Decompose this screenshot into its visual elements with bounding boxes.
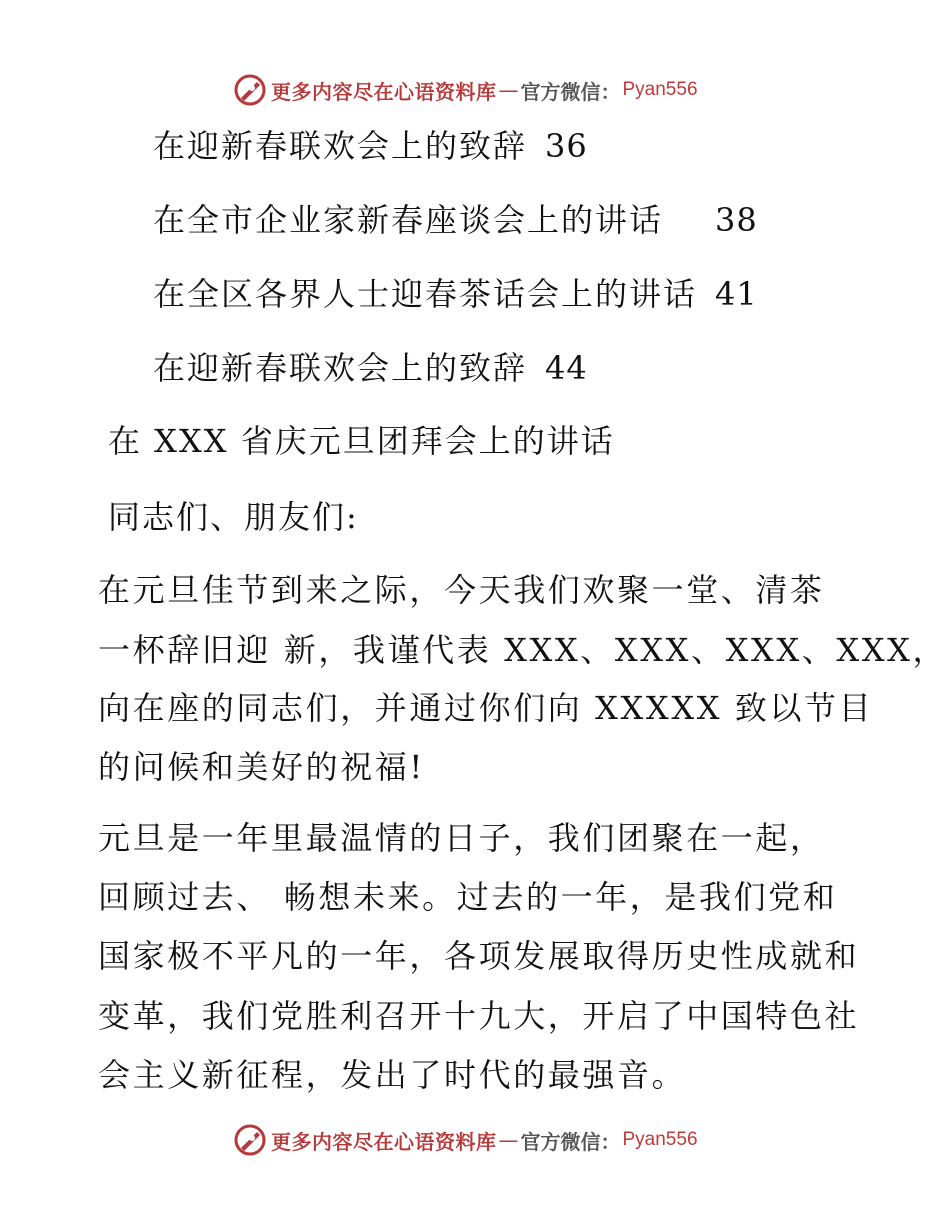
paragraph-1-line: 一杯辞旧迎 新，我谨代表 XXX、XXX、XXX、XXX， [98,631,948,669]
watermark-header [233,72,698,108]
quill-logo-icon [233,1123,267,1157]
quill-logo-icon [233,73,267,107]
watermark-text: 更多内容尽在心语资料库 [271,1129,497,1154]
watermark-wechat-id: Pyan556 [622,79,698,100]
watermark-wechat-label: 官方微信： [520,79,621,104]
paragraph-2-line: 变革，我们党胜利召开十九大，开启了中国特色社 [98,997,860,1035]
watermark-footer [233,1122,698,1158]
paragraph-1-line: 向在座的同志们，并通过你们向 XXXXX 致以节目 [98,689,874,727]
paragraph-2-line: 会主义新征程，发出了时代的最强音。 [98,1056,687,1094]
toc-entry [153,126,588,166]
toc-entry-title: 在全区各界人士迎春茶话会上的讲话 [153,275,698,313]
paragraph-2-line: 回顾过去、 畅想未来。过去的一年，是我们党和 [98,878,838,916]
toc-entry-title: 在迎新春联欢会上的致辞 [153,127,528,165]
toc-entry-page: 44 [545,349,588,387]
paragraph-1-line: 在元旦佳节到来之际，今天我们欢聚一堂、清茶 [98,571,825,609]
watermark-wechat-label: 官方微信： [520,1129,621,1154]
watermark-wechat-id: Pyan556 [622,1129,698,1150]
toc-entry-page: 41 [715,275,758,313]
toc-entry-page: 36 [545,127,588,165]
toc-entry-title: 在全市企业家新春座谈会上的讲话 [153,201,664,239]
watermark-dash: — [498,78,519,102]
watermark-dash: — [498,1128,519,1152]
toc-entry-page: 38 [715,201,758,239]
paragraph-1-line: 的问候和美好的祝福! [98,748,425,786]
toc-entry [153,348,588,388]
paragraph-2-line: 国家极不平凡的一年，各项发展取得历史性成就和 [98,937,860,975]
paragraph-2-line: 元旦是一年里最温情的日子，我们团聚在一起， [98,819,825,857]
watermark-text: 更多内容尽在心语资料库 [271,79,497,104]
toc-entry [153,200,758,240]
speech-title: 在 XXX 省庆元旦团拜会上的讲话 [108,422,615,460]
toc-entry-title: 在迎新春联欢会上的致辞 [153,349,528,387]
toc-entry [153,274,758,314]
speech-salutation: 同志们、朋友们: [108,498,359,536]
